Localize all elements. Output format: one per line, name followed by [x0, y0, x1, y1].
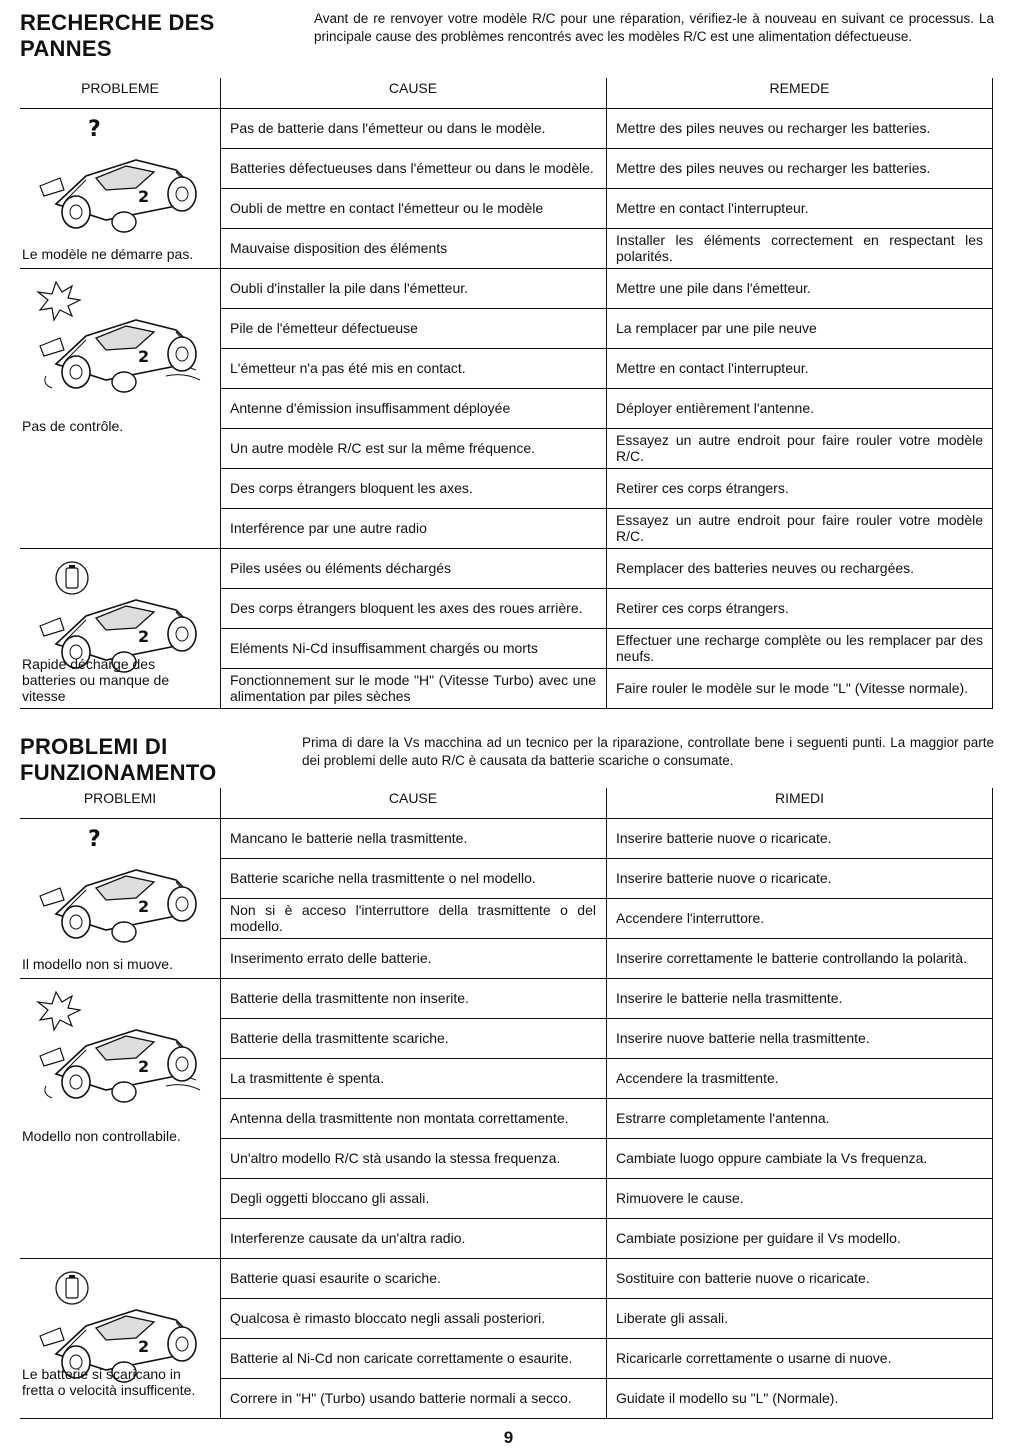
italian-header-problem: PROBLEMI — [83, 790, 157, 806]
italian-cause-cell: La trasmittente è spenta. — [230, 1070, 385, 1086]
italian-cause-cell: Non si è acceso l'interruttore della trasmittente o del modello. — [230, 902, 596, 934]
french-remedy-cell: Retirer ces corps étrangers. — [616, 600, 789, 616]
french-remedy-cell: Effectuer une recharge complète ou les remplacer par des neufs. — [616, 632, 983, 664]
italian-cause-cell: Antenna della trasmittente non montata correttamente. — [230, 1110, 569, 1126]
french-section — [20, 8, 993, 710]
italian-cause-cell: Interferenze causate da un'altra radio. — [230, 1230, 466, 1246]
svg-text:2: 2 — [138, 1337, 150, 1356]
french-problem-label: Rapide décharge des batteries ou manque de vitesse — [22, 656, 170, 704]
italian-cause-cell: Correre in "H" (Turbo) usando batterie normali a secco. — [230, 1390, 572, 1406]
italian-intro: Prima di dare la Vs macchina ad un tecnico per la riparazione, controllate bene i seguenti punti. La maggior parte dei problemi delle auto R/C è causata da batterie scariche o consumate. — [302, 735, 994, 768]
french-cause-cell: Des corps étrangers bloquent les axes. — [230, 480, 473, 496]
svg-text:2: 2 — [138, 1057, 150, 1076]
italian-remedy-cell: Sostituire con batterie nuove o ricaricate. — [616, 1270, 870, 1286]
french-car-illustration — [26, 276, 216, 401]
french-cause-cell: Oubli de mettre en contact l'émetteur ou le modèle — [230, 200, 544, 216]
french-cause-cell: Antenne d'émission insuffisamment déployée — [230, 400, 511, 416]
italian-remedy-cell: Inserire nuove batterie nella trasmittente. — [616, 1030, 870, 1046]
french-remedy-cell: Déployer entièrement l'antenne. — [616, 400, 815, 416]
italian-remedy-cell: Guidate il modello su "L" (Normale). — [616, 1390, 839, 1406]
italian-col-line — [220, 788, 221, 1418]
svg-text:2: 2 — [138, 347, 150, 366]
italian-cause-cell: Batterie scariche nella trasmittente o nel modello. — [230, 870, 536, 886]
italian-table — [20, 818, 993, 1418]
french-cause-cell: Pas de batterie dans l'émetteur ou dans le modèle. — [230, 120, 546, 136]
french-group-divider — [20, 708, 993, 709]
french-cause-cell: Pile de l'émetteur défectueuse — [230, 320, 418, 336]
french-table — [20, 108, 993, 708]
french-cause-cell: Piles usées ou éléments déchargés — [230, 560, 452, 576]
italian-remedy-cell: Inserire batterie nuove o ricaricate. — [616, 870, 832, 886]
french-cause-cell: Eléments Ni-Cd insuffisamment chargés ou morts — [230, 640, 538, 656]
page-number: 9 — [503, 1428, 514, 1447]
french-title: RECHERCHE DES PANNES — [20, 10, 215, 61]
italian-cause-cell: Qualcosa è rimasto bloccato negli assali posteriori. — [230, 1310, 546, 1326]
italian-remedy-cell: Estrarre completamente l'antenna. — [616, 1110, 830, 1126]
italian-cause-cell: Batterie quasi esaurite o scariche. — [230, 1270, 441, 1286]
italian-car-illustration — [26, 826, 216, 951]
italian-cause-cell: Batterie della trasmittente scariche. — [230, 1030, 449, 1046]
italian-cause-cell: Inserimento errato delle batterie. — [230, 950, 432, 966]
french-header-remedy: REMEDE — [769, 80, 830, 96]
italian-header-cause: CAUSE — [388, 790, 438, 806]
italian-remedy-cell: Inserire correttamente le batterie controllando la polarità. — [616, 950, 967, 966]
svg-text:?: ? — [88, 117, 101, 142]
italian-section — [20, 728, 993, 1420]
french-cause-cell: Oubli d'installer la pile dans l'émetteur. — [230, 280, 469, 296]
french-cause-cell: L'émetteur n'a pas été mis en contact. — [230, 360, 466, 376]
italian-cause-cell: Batterie della trasmittente non inserite. — [230, 990, 469, 1006]
italian-remedy-cell: Cambiate posizione per guidare il Vs modello. — [616, 1230, 901, 1246]
french-cause-cell: Mauvaise disposition des éléments — [230, 240, 448, 256]
italian-remedy-cell: Accendere l'interruttore. — [616, 910, 765, 926]
french-problem-label: Pas de contrôle. — [22, 418, 124, 434]
italian-remedy-cell: Inserire batterie nuove o ricaricate. — [616, 830, 832, 846]
french-cause-cell: Un autre modèle R/C est sur la même fréquence. — [230, 440, 536, 456]
italian-header-remedy: RIMEDI — [775, 790, 824, 806]
french-col-line — [220, 78, 221, 708]
french-problem-label: Le modèle ne démarre pas. — [22, 246, 194, 262]
french-remedy-cell: Installer les éléments correctement en respectant les polarités. — [616, 232, 983, 264]
french-car-illustration — [26, 116, 216, 241]
french-remedy-cell: Mettre une pile dans l'émetteur. — [616, 280, 811, 296]
italian-group-divider — [20, 1418, 993, 1419]
svg-text:2: 2 — [138, 627, 150, 646]
french-remedy-cell: Mettre en contact l'interrupteur. — [616, 360, 809, 376]
french-remedy-cell: Essayez un autre endroit pour faire rouler votre modèle R/C. — [616, 512, 983, 544]
italian-problem-label: Modello non controllabile. — [22, 1128, 181, 1144]
italian-cause-cell: Degli oggetti bloccano gli assali. — [230, 1190, 430, 1206]
italian-remedy-cell: Accendere la trasmittente. — [616, 1070, 779, 1086]
italian-cause-cell: Batterie al Ni-Cd non caricate correttamente o esaurite. — [230, 1350, 573, 1366]
italian-car-illustration — [26, 986, 216, 1111]
french-cause-cell: Des corps étrangers bloquent les axes des roues arrière. — [230, 600, 583, 616]
french-intro: Avant de re renvoyer votre modèle R/C pour une réparation, vérifiez-le à nouveau en suivant ce processus. La principale cause des problèmes rencontrés avec les modèles R/C est une alimentation défectueuse. — [314, 11, 994, 44]
french-header-cause: CAUSE — [388, 80, 438, 96]
french-remedy-cell: Faire rouler le modèle sur le mode "L" (Vitesse normale). — [616, 680, 969, 696]
svg-text:2: 2 — [138, 897, 150, 916]
french-remedy-cell: Mettre en contact l'interrupteur. — [616, 200, 809, 216]
svg-text:2: 2 — [138, 187, 150, 206]
italian-cause-cell: Mancano le batterie nella trasmittente. — [230, 830, 468, 846]
french-cause-cell: Batteries défectueuses dans l'émetteur ou dans le modèle. — [230, 160, 594, 176]
french-remedy-cell: Retirer ces corps étrangers. — [616, 480, 789, 496]
french-col-line — [606, 78, 607, 708]
french-remedy-cell: Essayez un autre endroit pour faire rouler votre modèle R/C. — [616, 432, 983, 464]
italian-remedy-cell: Liberate gli assali. — [616, 1310, 729, 1326]
italian-remedy-cell: Rimuovere le cause. — [616, 1190, 744, 1206]
french-remedy-cell: La remplacer par une pile neuve — [616, 320, 817, 336]
italian-title: PROBLEMI DI FUNZIONAMENTO — [20, 734, 217, 785]
italian-remedy-cell: Cambiate luogo oppure cambiate la Vs frequenza. — [616, 1150, 928, 1166]
french-cause-cell: Interférence par une autre radio — [230, 520, 427, 536]
french-remedy-cell: Mettre des piles neuves ou recharger les batteries. — [616, 160, 931, 176]
french-remedy-cell: Mettre des piles neuves ou recharger les batteries. — [616, 120, 931, 136]
italian-remedy-cell: Inserire le batterie nella trasmittente. — [616, 990, 843, 1006]
italian-col-line — [992, 788, 993, 1418]
italian-problem-label: Le batterie si scaricano in fretta o velocità insufficente. — [22, 1366, 196, 1398]
italian-col-line — [606, 788, 607, 1418]
italian-problem-label: Il modello non si muove. — [22, 956, 173, 972]
french-col-line — [992, 78, 993, 708]
svg-text:?: ? — [88, 827, 101, 852]
french-header-problem: PROBLEME — [81, 80, 159, 96]
french-cause-cell: Fonctionnement sur le mode "H" (Vitesse Turbo) avec une alimentation par piles sèches — [230, 672, 596, 704]
italian-cause-cell: Un'altro modello R/C stà usando la stessa frequenza. — [230, 1150, 561, 1166]
italian-remedy-cell: Ricaricarle correttamente o usarne di nuove. — [616, 1350, 892, 1366]
french-remedy-cell: Remplacer des batteries neuves ou rechargées. — [616, 560, 915, 576]
